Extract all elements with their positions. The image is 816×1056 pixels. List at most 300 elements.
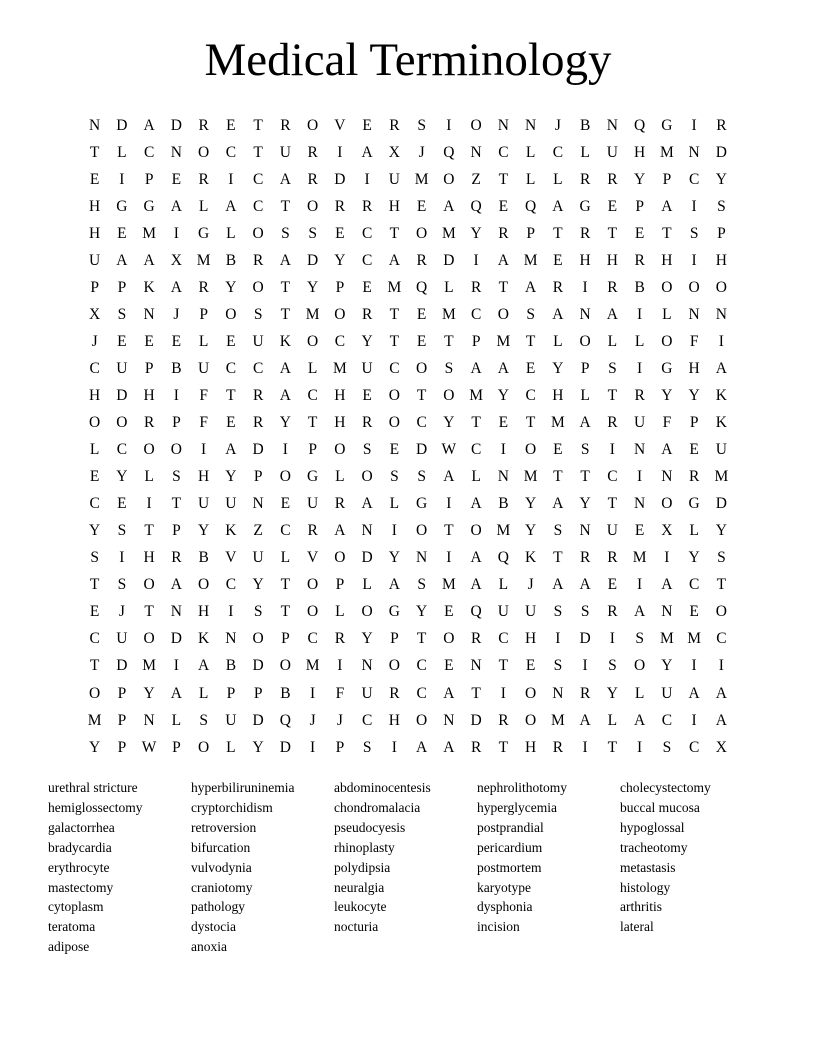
word-list-item: nocturia <box>334 919 379 935</box>
grid-cell-r3-c2: I <box>119 170 125 188</box>
grid-cell-r1-c16: N <box>497 116 509 134</box>
grid-cell-r20-c14: O <box>443 630 455 648</box>
grid-cell-r10-c4: B <box>171 359 182 377</box>
word-list-item: cryptorchidism <box>191 799 273 815</box>
grid-cell-r24-c8: D <box>279 738 291 756</box>
grid-cell-r18-c13: S <box>417 576 426 594</box>
grid-cell-r7-c13: Q <box>416 278 428 296</box>
grid-cell-r18-c22: A <box>661 576 673 594</box>
grid-cell-r2-c22: M <box>659 143 674 161</box>
grid-cell-r13-c18: E <box>553 441 563 459</box>
grid-cell-r7-c19: I <box>582 278 588 296</box>
grid-cell-r3-c10: D <box>334 170 346 188</box>
grid-cell-r17-c4: R <box>171 549 182 567</box>
grid-cell-r11-c10: H <box>334 386 346 404</box>
word-list-item: rhinoplasty <box>334 839 395 855</box>
grid-cell-r6-c12: A <box>388 251 400 269</box>
grid-cell-r12-c14: Y <box>443 414 455 432</box>
grid-cell-r16-c17: Y <box>525 522 537 540</box>
grid-cell-r15-c15: A <box>470 495 482 513</box>
grid-cell-r18-c12: A <box>388 576 400 594</box>
grid-cell-r3-c19: R <box>579 170 591 188</box>
grid-cell-r15-c20: T <box>607 495 618 513</box>
grid-cell-r19-c3: T <box>144 603 154 621</box>
grid-cell-r21-c10: I <box>337 657 343 675</box>
grid-cell-r3-c18: L <box>553 170 563 188</box>
grid-cell-r7-c6: Y <box>225 278 237 296</box>
grid-cell-r11-c11: E <box>362 386 372 404</box>
grid-cell-r17-c9: V <box>307 549 319 567</box>
grid-cell-r2-c20: U <box>606 143 618 161</box>
grid-cell-r10-c21: I <box>637 359 643 377</box>
grid-cell-r20-c8: P <box>281 630 290 648</box>
grid-cell-r23-c18: M <box>550 711 565 729</box>
grid-cell-r5-c11: C <box>361 224 373 242</box>
grid-cell-r1-c14: I <box>446 116 452 134</box>
grid-cell-r18-c15: A <box>470 576 482 594</box>
grid-cell-r22-c2: P <box>117 684 127 702</box>
grid-cell-r16-c18: S <box>553 522 563 540</box>
grid-cell-r14-c22: N <box>661 468 673 486</box>
grid-cell-r5-c3: M <box>142 224 157 242</box>
grid-cell-r21-c22: Y <box>661 657 673 675</box>
grid-cell-r19-c23: E <box>689 603 699 621</box>
grid-cell-r21-c5: A <box>198 657 210 675</box>
grid-cell-r12-c21: U <box>634 414 646 432</box>
grid-cell-r2-c7: T <box>253 143 263 161</box>
grid-cell-r20-c10: R <box>334 630 346 648</box>
grid-cell-r2-c5: O <box>198 143 210 161</box>
grid-cell-r14-c1: E <box>89 468 100 486</box>
grid-cell-r20-c12: P <box>390 630 399 648</box>
grid-cell-r8-c1: X <box>89 305 101 323</box>
grid-cell-r16-c12: I <box>391 522 397 540</box>
word-list-item: buccal mucosa <box>620 799 700 815</box>
grid-cell-r8-c19: N <box>579 305 591 323</box>
grid-cell-r8-c23: N <box>688 305 700 323</box>
grid-cell-r11-c20: T <box>607 386 618 404</box>
grid-cell-r10-c18: Y <box>552 359 564 377</box>
grid-cell-r16-c21: E <box>634 522 645 540</box>
grid-cell-r7-c16: T <box>498 278 509 296</box>
grid-cell-r4-c24: S <box>717 197 726 215</box>
grid-cell-r3-c20: R <box>607 170 618 188</box>
grid-cell-r10-c3: P <box>144 359 154 377</box>
grid-cell-r15-c24: D <box>715 495 727 513</box>
grid-cell-r22-c20: Y <box>606 684 618 702</box>
grid-cell-r8-c24: N <box>715 305 727 323</box>
grid-cell-r18-c23: C <box>688 576 700 594</box>
grid-cell-r10-c16: A <box>497 359 509 377</box>
grid-cell-r20-c4: D <box>170 630 182 648</box>
grid-cell-r23-c11: C <box>361 711 373 729</box>
grid-cell-r18-c21: I <box>637 576 643 594</box>
grid-cell-r9-c7: U <box>252 332 264 350</box>
grid-cell-r11-c5: F <box>199 386 208 404</box>
grid-cell-r5-c14: M <box>441 224 456 242</box>
grid-cell-r14-c12: S <box>390 468 399 486</box>
grid-cell-r6-c17: M <box>523 251 538 269</box>
grid-cell-r1-c21: Q <box>634 116 646 134</box>
grid-cell-r4-c23: I <box>691 197 697 215</box>
grid-cell-r18-c1: T <box>89 576 100 594</box>
grid-cell-r14-c24: M <box>714 468 729 486</box>
grid-cell-r10-c1: C <box>89 359 100 377</box>
grid-cell-r12-c13: C <box>416 414 427 432</box>
grid-cell-r9-c13: E <box>416 332 427 350</box>
grid-cell-r3-c7: C <box>252 170 264 188</box>
grid-cell-r16-c14: T <box>444 522 454 540</box>
grid-cell-r8-c13: E <box>416 305 427 323</box>
word-list-column-4 <box>477 778 620 957</box>
grid-cell-r17-c15: A <box>470 549 482 567</box>
grid-cell-r22-c18: N <box>552 684 564 702</box>
grid-cell-r22-c10: F <box>335 684 345 702</box>
grid-cell-r22-c22: U <box>661 684 673 702</box>
word-list-item: galactorrhea <box>48 819 115 835</box>
grid-cell-r4-c2: G <box>116 197 128 215</box>
grid-cell-r22-c8: B <box>280 684 291 702</box>
word-list-column-3 <box>334 778 477 957</box>
grid-cell-r5-c12: T <box>389 224 400 242</box>
grid-cell-r1-c4: D <box>170 116 182 134</box>
grid-cell-r12-c16: E <box>498 414 509 432</box>
grid-cell-r12-c23: P <box>689 414 699 432</box>
grid-cell-r20-c19: D <box>579 630 591 648</box>
grid-cell-r7-c23: O <box>688 278 700 296</box>
grid-cell-r23-c17: O <box>525 711 537 729</box>
grid-cell-r9-c11: Y <box>361 332 373 350</box>
grid-cell-r2-c24: D <box>715 143 727 161</box>
grid-cell-r24-c22: S <box>662 738 672 756</box>
grid-cell-r6-c21: R <box>634 251 645 269</box>
grid-cell-r10-c22: G <box>661 359 673 377</box>
grid-cell-r14-c10: L <box>335 468 345 486</box>
grid-cell-r22-c19: R <box>579 684 591 702</box>
grid-cell-r24-c11: S <box>362 738 372 756</box>
word-list-item: teratoma <box>48 919 96 935</box>
grid-cell-r24-c20: T <box>607 738 618 756</box>
word-list-item: postmortem <box>477 859 542 875</box>
grid-cell-r1-c1: N <box>89 116 101 134</box>
grid-cell-r5-c13: O <box>416 224 428 242</box>
grid-cell-r6-c7: R <box>252 251 264 269</box>
grid-cell-r20-c13: T <box>416 630 427 648</box>
grid-cell-r18-c18: A <box>552 576 564 594</box>
grid-cell-r20-c20: I <box>609 630 615 648</box>
grid-cell-r3-c1: E <box>89 170 100 188</box>
grid-cell-r13-c13: D <box>416 441 428 459</box>
grid-cell-r12-c22: F <box>662 414 672 432</box>
grid-cell-r6-c4: X <box>170 251 182 269</box>
word-list-item: hemiglossectomy <box>48 799 143 815</box>
grid-cell-r15-c21: N <box>634 495 646 513</box>
grid-cell-r24-c15: R <box>470 738 482 756</box>
grid-cell-r23-c21: A <box>634 711 646 729</box>
grid-cell-r5-c18: T <box>553 224 563 242</box>
grid-cell-r8-c15: C <box>470 305 482 323</box>
grid-cell-r24-c2: P <box>117 738 127 756</box>
grid-cell-r23-c19: A <box>579 711 591 729</box>
grid-cell-r9-c12: T <box>389 332 400 350</box>
grid-cell-r21-c12: O <box>388 657 400 675</box>
grid-cell-r17-c18: T <box>553 549 563 567</box>
word-list-item: pericardium <box>477 839 543 855</box>
grid-cell-r24-c24: X <box>715 738 727 756</box>
grid-cell-r23-c22: C <box>661 711 673 729</box>
grid-cell-r12-c11: R <box>361 414 373 432</box>
grid-cell-r11-c24: K <box>715 386 727 404</box>
grid-cell-r23-c14: N <box>443 711 455 729</box>
grid-cell-r23-c2: P <box>117 711 127 729</box>
grid-cell-r3-c4: E <box>171 170 182 188</box>
grid-cell-r4-c5: L <box>198 197 209 215</box>
grid-cell-r17-c20: R <box>607 549 618 567</box>
grid-cell-r11-c19: L <box>580 386 590 404</box>
grid-cell-r3-c17: L <box>525 170 536 188</box>
grid-cell-r3-c16: T <box>498 170 509 188</box>
grid-cell-r23-c16: R <box>498 711 509 729</box>
grid-cell-r4-c13: E <box>416 197 427 215</box>
grid-cell-r9-c3: E <box>144 332 154 350</box>
grid-cell-r14-c5: H <box>198 468 210 486</box>
grid-cell-r9-c21: L <box>634 332 645 350</box>
grid-cell-r1-c3: A <box>143 116 155 134</box>
grid-cell-r23-c1: M <box>87 711 102 729</box>
grid-cell-r4-c14: A <box>443 197 455 215</box>
grid-cell-r19-c11: O <box>361 603 373 621</box>
grid-cell-r16-c13: O <box>416 522 428 540</box>
grid-cell-r22-c3: Y <box>143 684 155 702</box>
word-list-item: abdominocentesis <box>334 780 431 795</box>
grid-cell-r24-c9: I <box>310 738 316 756</box>
grid-cell-r6-c22: H <box>661 251 673 269</box>
grid-cell-r17-c17: K <box>525 549 537 567</box>
grid-cell-r22-c12: R <box>389 684 400 702</box>
grid-cell-r13-c10: O <box>334 441 346 459</box>
grid-cell-r17-c2: I <box>119 549 125 567</box>
grid-cell-r16-c8: C <box>280 522 291 540</box>
grid-cell-r12-c24: K <box>715 414 727 432</box>
grid-cell-r14-c16: N <box>497 468 509 486</box>
grid-cell-r5-c8: S <box>281 224 290 242</box>
grid-cell-r13-c22: A <box>661 441 673 459</box>
grid-cell-r2-c9: R <box>307 143 318 161</box>
grid-cell-r18-c7: Y <box>252 576 264 594</box>
grid-cell-r14-c7: P <box>253 468 263 486</box>
grid-cell-r19-c6: I <box>228 603 234 621</box>
grid-cell-r2-c11: A <box>361 143 373 161</box>
grid-cell-r11-c7: R <box>252 386 264 404</box>
grid-cell-r14-c15: L <box>471 468 481 486</box>
grid-cell-r21-c17: E <box>525 657 536 675</box>
grid-cell-r19-c13: Y <box>416 603 428 621</box>
grid-cell-r10-c2: U <box>116 359 128 377</box>
grid-cell-r11-c21: R <box>634 386 645 404</box>
grid-cell-r1-c18: J <box>554 116 561 134</box>
grid-cell-r21-c7: D <box>252 657 264 675</box>
grid-cell-r23-c6: U <box>225 711 237 729</box>
grid-cell-r20-c9: C <box>307 630 318 648</box>
grid-cell-r12-c3: R <box>143 414 155 432</box>
grid-cell-r7-c5: R <box>198 278 209 296</box>
word-list-item: cholecystectomy <box>620 780 711 795</box>
grid-cell-r7-c7: O <box>252 278 264 296</box>
grid-cell-r7-c12: M <box>387 278 402 296</box>
grid-cell-r14-c18: T <box>553 468 563 486</box>
grid-cell-r19-c22: N <box>661 603 673 621</box>
grid-cell-r1-c19: B <box>579 116 591 134</box>
grid-cell-r15-c11: A <box>361 495 373 513</box>
grid-cell-r17-c16: Q <box>497 549 509 567</box>
grid-cell-r24-c1: Y <box>89 738 101 756</box>
word-list-item: cytoplasm <box>48 899 104 915</box>
grid-cell-r18-c2: S <box>117 576 127 594</box>
grid-cell-r20-c23: M <box>687 630 702 648</box>
grid-cell-r6-c8: A <box>279 251 291 269</box>
grid-cell-r15-c3: I <box>146 495 152 513</box>
grid-cell-r13-c4: O <box>170 441 182 459</box>
grid-cell-r7-c9: Y <box>307 278 319 296</box>
grid-cell-r3-c24: Y <box>715 170 727 188</box>
grid-cell-r7-c2: P <box>117 278 127 296</box>
grid-cell-r3-c8: A <box>279 170 291 188</box>
grid-cell-r8-c9: M <box>305 305 320 323</box>
grid-cell-r15-c16: B <box>498 495 509 513</box>
grid-cell-r5-c24: P <box>717 224 726 242</box>
grid-cell-r3-c6: I <box>228 170 234 188</box>
grid-cell-r12-c6: E <box>226 414 236 432</box>
grid-cell-r19-c21: A <box>634 603 646 621</box>
grid-cell-r11-c8: A <box>279 386 291 404</box>
grid-cell-r13-c14: W <box>441 441 457 459</box>
grid-cell-r2-c4: N <box>170 143 182 161</box>
grid-cell-r9-c19: O <box>579 332 591 350</box>
grid-cell-r3-c21: Y <box>634 170 646 188</box>
grid-cell-r11-c15: M <box>469 386 484 404</box>
word-list-item: postprandial <box>477 819 544 835</box>
grid-cell-r21-c13: C <box>416 657 427 675</box>
grid-cell-r18-c16: L <box>498 576 509 594</box>
grid-cell-r23-c13: O <box>416 711 428 729</box>
grid-cell-r23-c15: D <box>470 711 482 729</box>
grid-cell-r16-c23: L <box>689 522 699 540</box>
grid-cell-r23-c9: J <box>309 711 316 729</box>
grid-cell-r5-c7: O <box>252 224 264 242</box>
grid-cell-r17-c1: S <box>90 549 99 567</box>
grid-cell-r4-c11: R <box>361 197 373 215</box>
grid-cell-r3-c12: U <box>388 170 400 188</box>
grid-cell-r10-c10: M <box>332 359 347 377</box>
word-list-column-2 <box>191 778 334 957</box>
grid-cell-r13-c12: E <box>389 441 400 459</box>
word-list-item: hyperbiliruninemia <box>191 780 295 795</box>
grid-cell-r6-c18: E <box>553 251 563 269</box>
word-list-item: karyotype <box>477 879 531 895</box>
grid-cell-r7-c1: P <box>90 278 99 296</box>
word-list-item: anoxia <box>191 939 227 955</box>
grid-cell-r16-c5: Y <box>198 522 210 540</box>
grid-cell-r21-c23: I <box>691 657 697 675</box>
grid-cell-r4-c3: G <box>143 197 155 215</box>
grid-cell-r16-c11: N <box>361 522 373 540</box>
grid-cell-r15-c10: R <box>334 495 346 513</box>
grid-cell-r8-c2: S <box>117 305 127 323</box>
grid-cell-r18-c10: P <box>335 576 345 594</box>
grid-cell-r13-c6: A <box>225 441 237 459</box>
grid-cell-r17-c7: U <box>252 549 264 567</box>
grid-cell-r5-c19: R <box>579 224 591 242</box>
grid-cell-r6-c24: H <box>715 251 727 269</box>
grid-cell-r11-c9: C <box>307 386 318 404</box>
grid-cell-r6-c16: A <box>497 251 509 269</box>
grid-cell-r5-c16: R <box>498 224 509 242</box>
grid-cell-r15-c6: U <box>225 495 237 513</box>
grid-cell-r8-c21: I <box>637 305 643 323</box>
grid-cell-r23-c10: J <box>336 711 343 729</box>
grid-cell-r3-c13: M <box>414 170 429 188</box>
word-list-item: neuralgia <box>334 879 385 895</box>
grid-cell-r24-c6: L <box>226 738 236 756</box>
word-list-item: erythrocyte <box>48 859 110 875</box>
grid-cell-r9-c6: E <box>226 332 236 350</box>
grid-cell-r20-c21: S <box>635 630 644 648</box>
grid-cell-r16-c24: Y <box>715 522 727 540</box>
grid-cell-r22-c1: O <box>89 684 101 702</box>
grid-cell-r22-c16: I <box>500 684 506 702</box>
grid-cell-r14-c6: Y <box>225 468 237 486</box>
grid-cell-r15-c14: I <box>446 495 452 513</box>
grid-cell-r11-c17: C <box>525 386 536 404</box>
grid-cell-r18-c8: T <box>280 576 291 594</box>
grid-cell-r4-c6: A <box>225 197 237 215</box>
grid-cell-r22-c15: T <box>471 684 481 702</box>
grid-cell-r8-c20: A <box>606 305 618 323</box>
grid-cell-r1-c6: E <box>226 116 236 134</box>
grid-cell-r22-c9: I <box>310 684 316 702</box>
grid-cell-r7-c17: A <box>525 278 537 296</box>
grid-cell-r7-c24: O <box>715 278 727 296</box>
grid-cell-r5-c21: E <box>634 224 645 242</box>
grid-cell-r22-c14: A <box>443 684 455 702</box>
grid-cell-r4-c19: G <box>579 197 591 215</box>
grid-cell-r13-c8: I <box>282 441 288 459</box>
grid-cell-r15-c2: E <box>117 495 127 513</box>
grid-cell-r2-c3: C <box>143 143 155 161</box>
grid-cell-r17-c12: Y <box>388 549 400 567</box>
grid-cell-r15-c17: Y <box>525 495 537 513</box>
grid-cell-r18-c5: O <box>198 576 210 594</box>
grid-cell-r24-c5: O <box>198 738 210 756</box>
grid-cell-r5-c10: E <box>335 224 345 242</box>
grid-cell-r12-c19: A <box>579 414 591 432</box>
grid-cell-r21-c8: O <box>279 657 291 675</box>
grid-cell-r1-c8: R <box>280 116 291 134</box>
grid-cell-r4-c8: T <box>280 197 291 215</box>
grid-cell-r16-c15: O <box>470 522 482 540</box>
grid-cell-r24-c3: W <box>141 738 157 756</box>
grid-cell-r11-c18: H <box>552 386 564 404</box>
grid-cell-r1-c5: R <box>198 116 209 134</box>
grid-cell-r23-c24: A <box>715 711 727 729</box>
grid-cell-r11-c12: O <box>388 386 400 404</box>
grid-cell-r17-c19: R <box>579 549 591 567</box>
grid-cell-r1-c10: V <box>334 116 346 134</box>
grid-cell-r22-c21: L <box>634 684 645 702</box>
grid-cell-r5-c6: L <box>226 224 236 242</box>
word-list-item: bradycardia <box>48 839 112 855</box>
grid-cell-r19-c14: E <box>444 603 454 621</box>
